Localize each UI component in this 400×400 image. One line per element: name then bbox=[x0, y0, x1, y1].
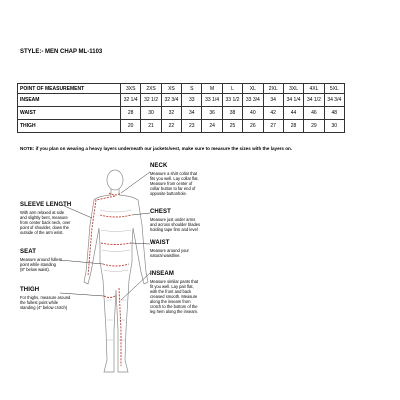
table-cell: 32 bbox=[161, 107, 181, 120]
label-sleeve-length: SLEEVE LENGTH bbox=[20, 202, 72, 208]
table-cell: 33 1/4 bbox=[202, 94, 222, 107]
size-header: 4XL bbox=[304, 84, 324, 94]
table-cell: 44 bbox=[283, 107, 303, 120]
desc-line: outside of the arm wrist. bbox=[20, 230, 64, 235]
table-cell: 48 bbox=[324, 107, 344, 120]
table-cell: 28 bbox=[283, 120, 303, 133]
seat-leader bbox=[60, 260, 103, 264]
desc-waist bbox=[150, 248, 189, 258]
size-header: S bbox=[182, 84, 202, 94]
table-row-inseam bbox=[18, 94, 345, 107]
measurement-lines bbox=[88, 193, 132, 366]
body-shape bbox=[84, 195, 148, 372]
size-header: M bbox=[202, 84, 222, 94]
sleeve-measure-line bbox=[88, 196, 115, 276]
table-cell: 33 bbox=[182, 94, 202, 107]
table-cell: 34 3/4 bbox=[324, 94, 344, 107]
table-cell: 34 1/4 bbox=[283, 94, 303, 107]
desc-line: Measure from center of bbox=[150, 181, 193, 186]
label-inseam: INSEAM bbox=[150, 271, 174, 277]
desc-chest bbox=[150, 217, 200, 232]
table-cell: 29 bbox=[304, 120, 324, 133]
table-cell: 34 bbox=[182, 107, 202, 120]
thigh-measure-line bbox=[104, 296, 115, 298]
table-cell: 22 bbox=[161, 120, 181, 133]
desc-line: fits you well. Lay collar flat. bbox=[150, 176, 199, 181]
table-row-thigh bbox=[18, 120, 345, 133]
size-header: 3XS bbox=[121, 84, 141, 94]
size-header: 3XL bbox=[283, 84, 303, 94]
chest-leader bbox=[132, 213, 150, 215]
header-point-of-measurement: POINT OF MEASUREMENT bbox=[18, 84, 121, 94]
desc-seat bbox=[20, 257, 62, 272]
row-label: THIGH bbox=[18, 120, 121, 133]
desc-line: creased smooth. Measure bbox=[150, 294, 198, 299]
desc-line: from center back neck, over bbox=[20, 220, 71, 225]
row-label: INSEAM bbox=[18, 94, 121, 107]
desc-line: and across shoulder blades bbox=[150, 222, 201, 227]
desc-inseam bbox=[150, 279, 198, 314]
leader-lines bbox=[60, 172, 150, 300]
label-seat: SEAT bbox=[20, 249, 36, 255]
table-cell: 30 bbox=[324, 120, 344, 133]
desc-neck bbox=[150, 171, 199, 196]
layering-note: NOTE: if you plan on wearing a heavy layers underneath our jackets/vest, make sure to measure the sizes with the layers on. bbox=[20, 146, 293, 151]
row-label: WAIST bbox=[18, 107, 121, 120]
head-shape bbox=[107, 170, 123, 190]
desc-thigh bbox=[20, 295, 70, 310]
neck-measure-line bbox=[109, 193, 121, 195]
desc-line: along the inseam from bbox=[150, 299, 191, 304]
label-thigh: THIGH bbox=[20, 287, 40, 293]
size-header: XL bbox=[243, 84, 263, 94]
table-cell: 40 bbox=[243, 107, 263, 120]
table-cell: 36 bbox=[202, 107, 222, 120]
desc-line: Measure around your bbox=[150, 248, 189, 253]
desc-line: natural waistline. bbox=[150, 253, 181, 258]
seat-measure-line bbox=[103, 264, 129, 266]
table-cell: 24 bbox=[202, 120, 222, 133]
label-neck: NECK bbox=[150, 163, 168, 169]
desc-line: with the front and back bbox=[150, 289, 192, 294]
table-cell: 46 bbox=[304, 107, 324, 120]
size-header: 2XS bbox=[141, 84, 161, 94]
size-header: L bbox=[222, 84, 242, 94]
neck-leader bbox=[121, 172, 150, 193]
body-contours bbox=[100, 210, 132, 340]
table-cell: 30 bbox=[141, 107, 161, 120]
style-title: STYLE:- MEN CHAP ML-1103 bbox=[20, 49, 103, 55]
table-cell: 34 1/2 bbox=[304, 94, 324, 107]
table-cell: 27 bbox=[263, 120, 283, 133]
table-cell: 33 1/2 bbox=[222, 94, 242, 107]
waist-measure-line bbox=[101, 243, 131, 245]
table-cell: 21 bbox=[141, 120, 161, 133]
desc-line: opposite buttonhole. bbox=[150, 191, 187, 196]
table-header-row bbox=[18, 84, 345, 94]
desc-line: Measure similar pants that bbox=[150, 279, 199, 284]
desc-line: For thighs, measure around bbox=[20, 295, 71, 300]
table-cell: 33 3/4 bbox=[243, 94, 263, 107]
desc-sleeve-length bbox=[20, 210, 71, 235]
table-row-waist bbox=[18, 107, 345, 120]
desc-line: holding tape firm and level bbox=[150, 227, 198, 232]
label-waist: WAIST bbox=[150, 240, 170, 246]
desc-line: Measure around fullest bbox=[20, 257, 62, 262]
table-cell: 32 3/4 bbox=[161, 94, 181, 107]
inseam-measure-line bbox=[119, 288, 121, 366]
desc-line: collar button to far end of bbox=[150, 186, 196, 191]
label-chest: CHEST bbox=[150, 209, 171, 215]
waist-leader bbox=[131, 243, 150, 244]
desc-line: With arm relaxed at side bbox=[20, 210, 65, 215]
table-cell: 28 bbox=[121, 107, 141, 120]
neck-shape bbox=[111, 189, 119, 195]
body-outline bbox=[84, 170, 148, 372]
table-cell: 25 bbox=[222, 120, 242, 133]
desc-line: (8" below waist). bbox=[20, 267, 50, 272]
table-cell: 26 bbox=[243, 120, 263, 133]
size-chart-table bbox=[17, 83, 345, 133]
inseam-leader bbox=[121, 273, 150, 300]
size-header: 5XL bbox=[324, 84, 344, 94]
desc-line: Measure just under arms bbox=[150, 217, 196, 222]
table-cell: 23 bbox=[182, 120, 202, 133]
chest-measure-line bbox=[100, 215, 132, 217]
table-cell: 38 bbox=[222, 107, 242, 120]
desc-line: leg hem along the inseam. bbox=[150, 309, 199, 314]
desc-line: point while standing bbox=[20, 262, 56, 267]
desc-line: point of shoulder, down the bbox=[20, 225, 69, 230]
table-cell: 32 1/4 bbox=[121, 94, 141, 107]
desc-line: crotch to the bottom of the bbox=[150, 304, 198, 309]
desc-line: standing (4" below crotch) bbox=[20, 305, 68, 310]
desc-line: the fullest point while bbox=[20, 300, 59, 305]
desc-line: fit you well. Lay pair flat, bbox=[150, 284, 194, 289]
table-cell: 32 1/2 bbox=[141, 94, 161, 107]
desc-line: Measure a shirt collar that bbox=[150, 171, 198, 176]
table-cell: 20 bbox=[121, 120, 141, 133]
desc-line: and slightly bent, measure bbox=[20, 215, 68, 220]
size-header: 2XL bbox=[263, 84, 283, 94]
table-cell: 42 bbox=[263, 107, 283, 120]
size-header: XS bbox=[161, 84, 181, 94]
table-cell: 34 bbox=[263, 94, 283, 107]
